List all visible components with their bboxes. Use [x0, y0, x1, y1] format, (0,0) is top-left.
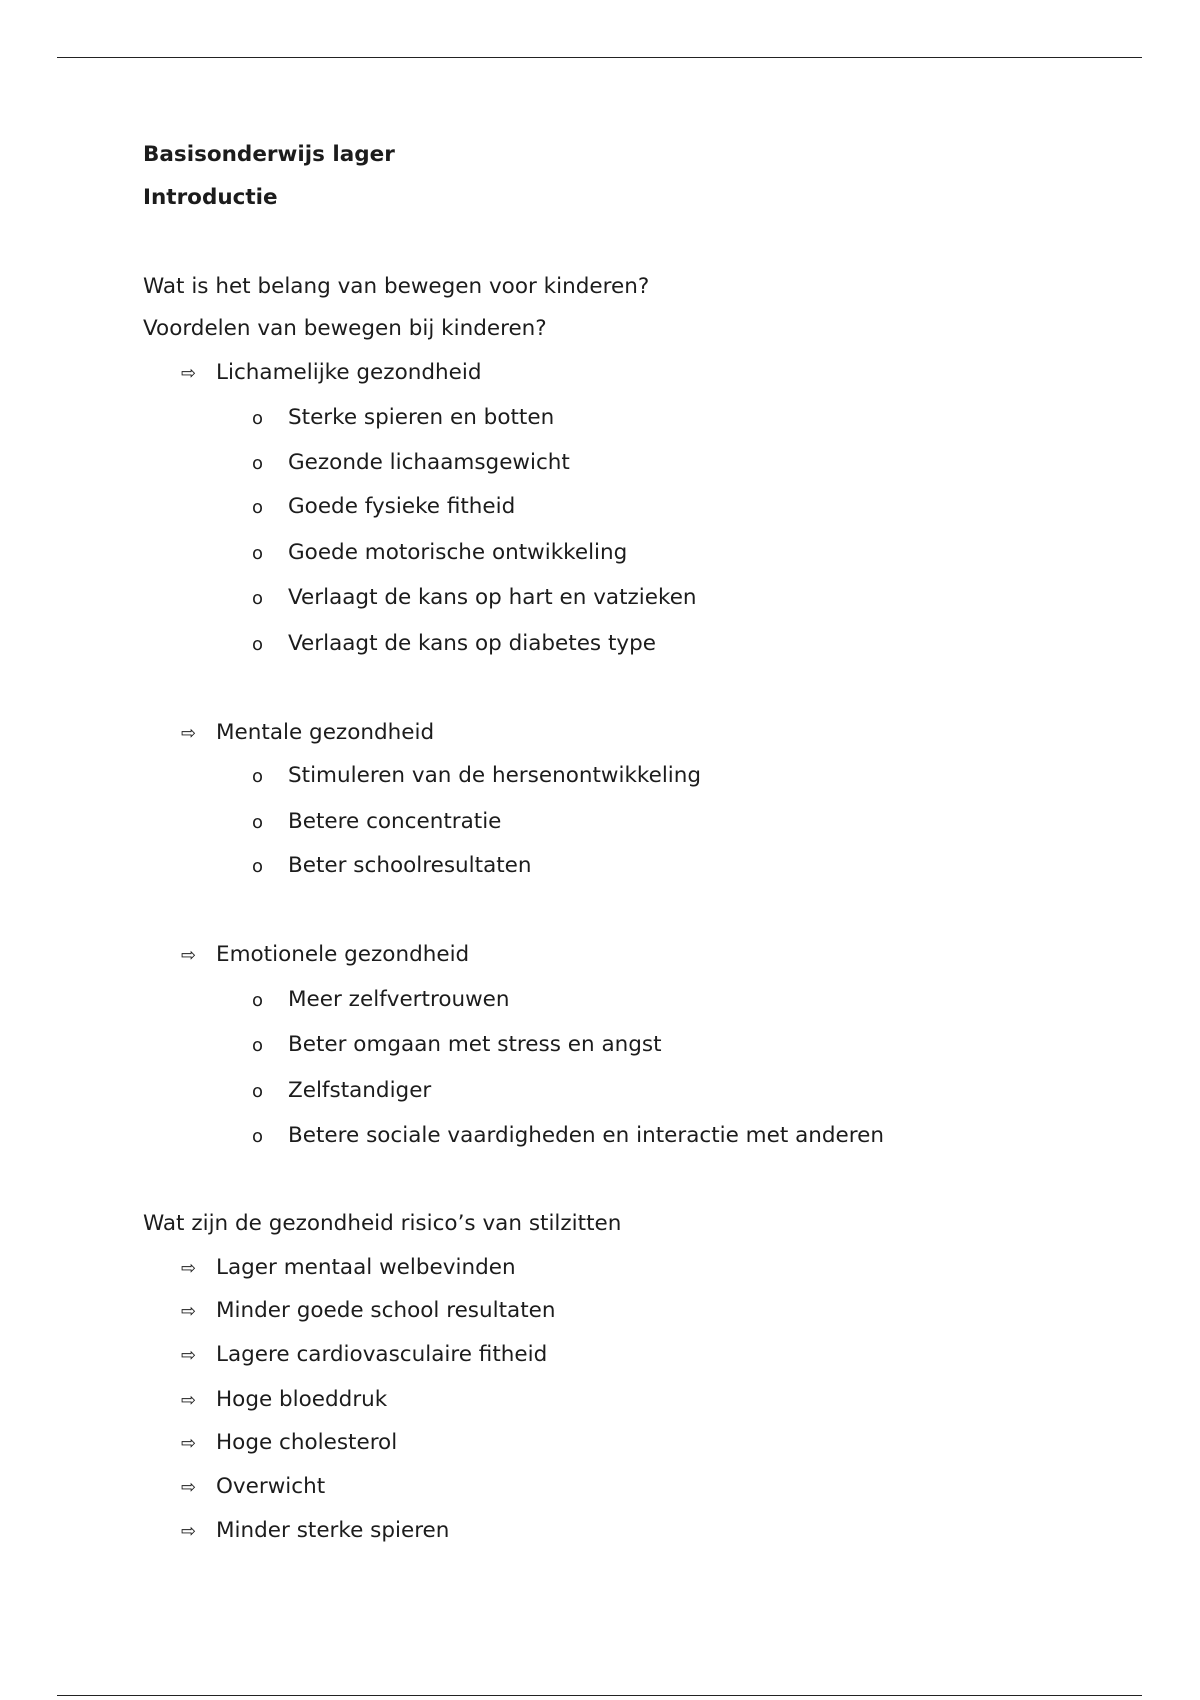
risks-heading: Wat zijn de gezondheid risico’s van stilzitten: [143, 1211, 622, 1236]
list-item: Hoge cholesterol: [216, 1430, 398, 1455]
arrow-bullet-icon: ⇨: [181, 1477, 197, 1498]
circle-bullet-icon: o: [252, 1081, 264, 1102]
list-item: Lager mentaal welbevinden: [216, 1255, 516, 1280]
arrow-bullet-icon: ⇨: [181, 945, 197, 966]
question-belang: Wat is het belang van bewegen voor kinderen?: [143, 274, 650, 299]
list-item: Beter schoolresultaten: [288, 853, 532, 878]
circle-bullet-icon: o: [252, 766, 264, 787]
list-item: Minder goede school resultaten: [216, 1298, 556, 1323]
list-item: Betere concentratie: [288, 809, 502, 834]
arrow-bullet-icon: ⇨: [181, 1390, 197, 1411]
list-item: Hoge bloeddruk: [216, 1387, 388, 1412]
list-item: Zelfstandiger: [288, 1078, 432, 1103]
benefit-category-emotioneel: Emotionele gezondheid: [216, 942, 470, 967]
benefit-category-lichamelijk: Lichamelijke gezondheid: [216, 360, 482, 385]
benefit-category-mentaal: Mentale gezondheid: [216, 720, 435, 745]
list-item: Goede fysieke fitheid: [288, 494, 516, 519]
circle-bullet-icon: o: [252, 543, 264, 564]
arrow-bullet-icon: ⇨: [181, 1258, 197, 1279]
list-item: Beter omgaan met stress en angst: [288, 1032, 662, 1057]
list-item: Lagere cardiovasculaire fitheid: [216, 1342, 548, 1367]
list-item: Betere sociale vaardigheden en interactie met anderen: [288, 1123, 884, 1148]
circle-bullet-icon: o: [252, 990, 264, 1011]
circle-bullet-icon: o: [252, 408, 264, 429]
list-item: Minder sterke spieren: [216, 1518, 450, 1543]
arrow-bullet-icon: ⇨: [181, 1345, 197, 1366]
arrow-bullet-icon: ⇨: [181, 1301, 197, 1322]
list-item: Goede motorische ontwikkeling: [288, 540, 628, 565]
arrow-bullet-icon: ⇨: [181, 723, 197, 744]
arrow-bullet-icon: ⇨: [181, 363, 197, 384]
question-voordelen: Voordelen van bewegen bij kinderen?: [143, 316, 547, 341]
circle-bullet-icon: o: [252, 856, 264, 877]
circle-bullet-icon: o: [252, 634, 264, 655]
list-item: Verlaagt de kans op diabetes type: [288, 631, 656, 656]
list-item: Gezonde lichaamsgewicht: [288, 450, 570, 475]
list-item: Stimuleren van de hersenontwikkeling: [288, 763, 702, 788]
top-rule: [57, 57, 1142, 58]
bottom-rule: [57, 1695, 1142, 1696]
arrow-bullet-icon: ⇨: [181, 1521, 197, 1542]
section-heading-introductie: Introductie: [143, 185, 278, 210]
list-item: Overwicht: [216, 1474, 326, 1499]
list-item: Verlaagt de kans op hart en vatzieken: [288, 585, 697, 610]
circle-bullet-icon: o: [252, 812, 264, 833]
circle-bullet-icon: o: [252, 497, 264, 518]
circle-bullet-icon: o: [252, 1035, 264, 1056]
circle-bullet-icon: o: [252, 1126, 264, 1147]
circle-bullet-icon: o: [252, 588, 264, 609]
arrow-bullet-icon: ⇨: [181, 1433, 197, 1454]
list-item: Sterke spieren en botten: [288, 405, 555, 430]
list-item: Meer zelfvertrouwen: [288, 987, 510, 1012]
circle-bullet-icon: o: [252, 453, 264, 474]
document-title: Basisonderwijs lager: [143, 142, 395, 167]
